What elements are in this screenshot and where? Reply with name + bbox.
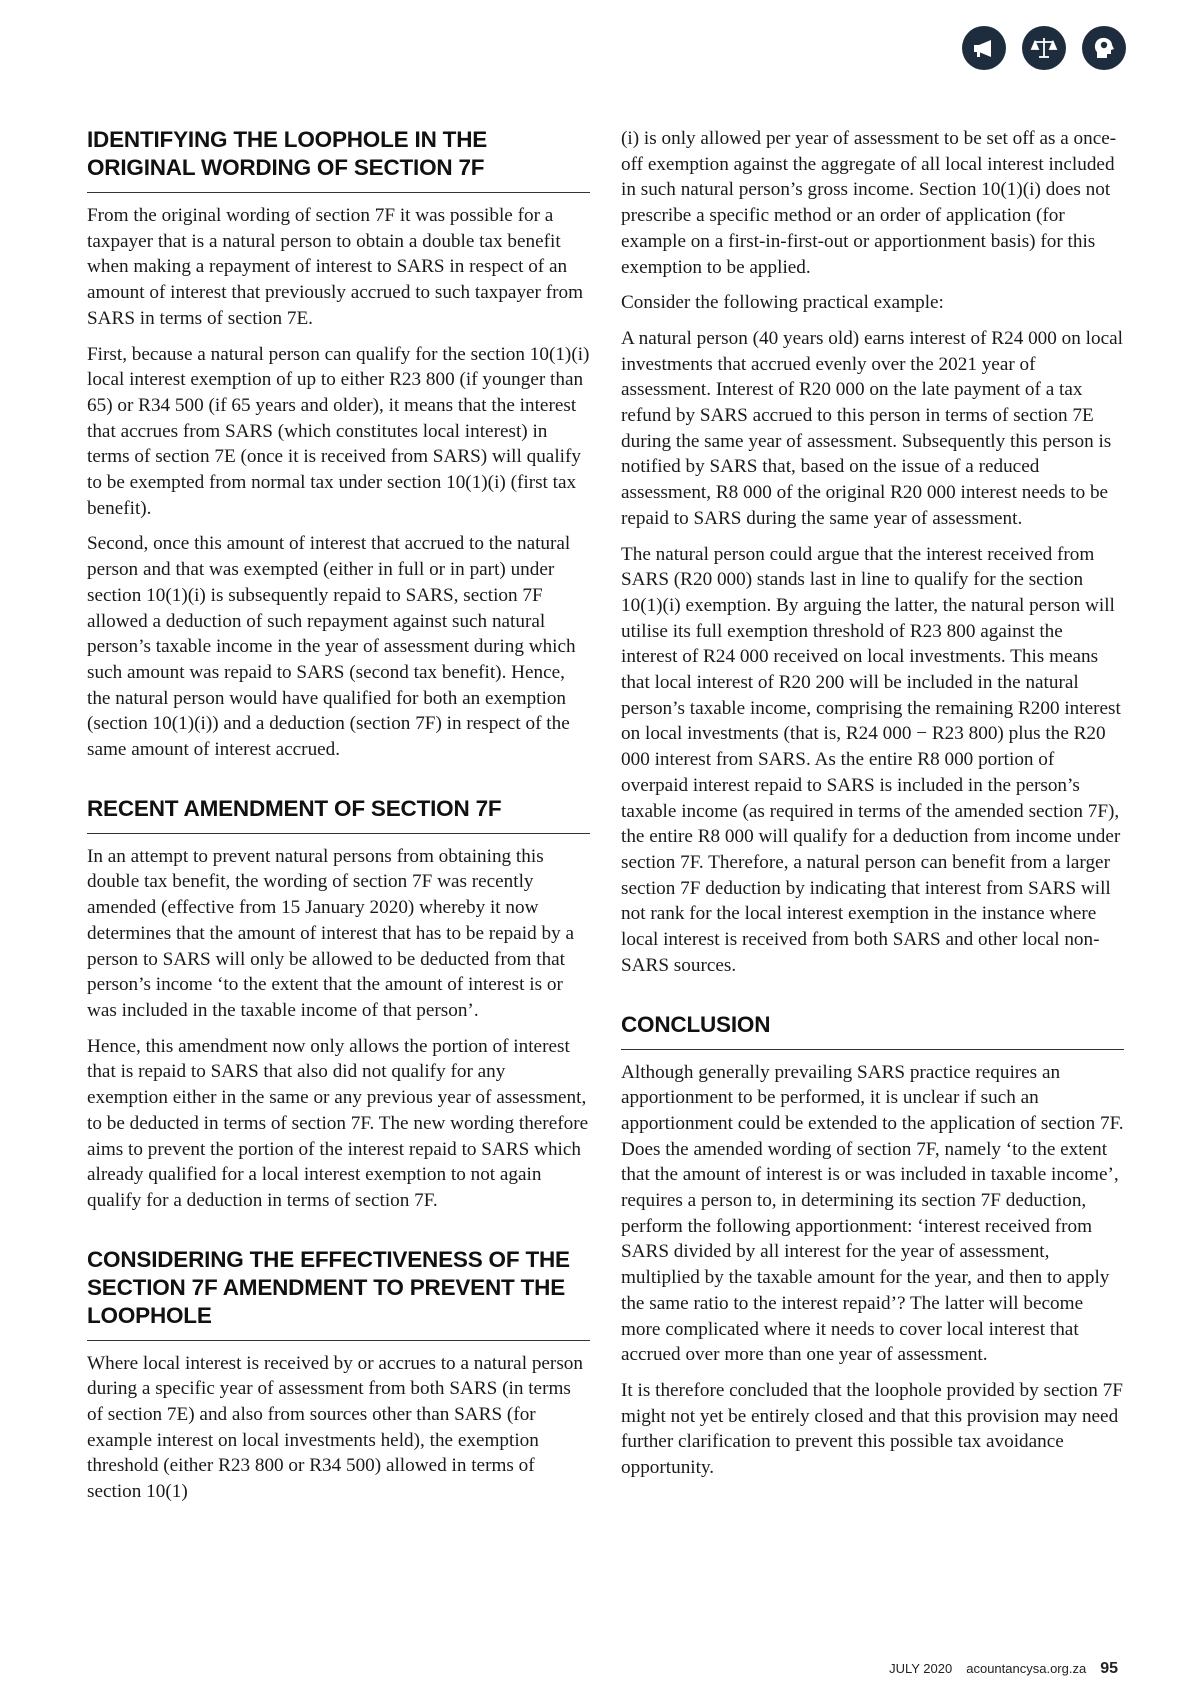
paragraph: Where local interest is received by or accrues to a natural person during a specific year of assessment from both SARS (in terms of section 7E) and also from sources other than SARS (for example interest on local investments held), the exemption threshold (either R23 800 or R34 500) allowed in terms of section 10(1) bbox=[87, 1352, 583, 1503]
megaphone-icon bbox=[962, 26, 1006, 70]
page-footer bbox=[889, 1660, 1118, 1678]
paragraph: Consider the following practical example: bbox=[621, 292, 944, 314]
heading-considering-effectiveness: CONSIDERING THE EFFECTIVENESS OF THE SECTION 7F AMENDMENT TO PREVENT THE LOOPHOLE bbox=[87, 1246, 590, 1341]
paragraph: The natural person could argue that the interest received from SARS (R20 000) stands last in line to qualify for the section 10(1)(i) exemption. By arguing the latter, the natural person will utilise its full exemption threshold of R23 800 against the interest of R24 000 received on local investments. This means that local interest of R20 200 will be included in the natural person’s taxable income, comprising the remaining R200 interest on local investments (that is, R24 000 − R23 800) plus the R20 000 interest from SARS. As the entire R8 000 portion of overpaid interest repaid to SARS is included in the person’s taxable income (as required in terms of the amended section 7F), the entire R8 000 will qualify for a deduction from income under section 7F. Therefore, a natural person can benefit from a larger section 7F deduction by indicating that interest from SARS will not rank for the local interest exemption in the instance where local interest is received from both SARS and other local non-SARS sources. bbox=[621, 543, 1121, 976]
head-gear-icon bbox=[1082, 26, 1126, 70]
paragraph: In an attempt to prevent natural persons from obtaining this double tax benefit, the wording of section 7F was recently amended (effective from 15 January 2020) whereby it now determines that the amount of interest that has to be repaid by a person to SARS will only be allowed to be deducted from that person’s income ‘to the extent that the amount of interest is or was included in the taxable income of that person’. bbox=[87, 845, 574, 1021]
page-number: 95 bbox=[1100, 1660, 1118, 1677]
heading-identifying-loophole: IDENTIFYING THE LOOPHOLE IN THE ORIGINAL WORDING OF SECTION 7F bbox=[87, 126, 590, 193]
footer-date: JULY 2020 bbox=[889, 1661, 953, 1676]
paragraph: A natural person (40 years old) earns interest of R24 000 on local investments that accrued evenly over the 2021 year of assessment. Interest of R20 000 on the late payment of a tax refund by SARS accrued to this person in terms of section 7E during the same year of assessment. Subsequently this person is notified by SARS that, based on the issue of a reduced assessment, R8 000 of the original R20 000 interest needs to be repaid to SARS during the same year of assessment. bbox=[621, 327, 1123, 529]
right-column bbox=[621, 126, 1124, 1491]
paragraph: From the original wording of section 7F it was possible for a taxpayer that is a natural person to obtain a double tax benefit when making a repayment of interest to SARS in respect of an amount of interest that previously accrued to such taxpayer from SARS in terms of section 7E. bbox=[87, 205, 584, 329]
paragraph: It is therefore concluded that the loophole provided by section 7F might not yet be entirely closed and that this provision may need further clarification to prevent this possible tax avoidance opportunity. bbox=[621, 1379, 1123, 1479]
paragraph: Although generally prevailing SARS practice requires an apportionment to be performed, it is unclear if such an apportionment could be extended to the application of section 7F. Does the amended wording of section 7F, namely ‘to the extent that the amount of interest is or was included in taxable income’, requires a person to, in determining its section 7F deduction, perform the following apportionment: ‘interest received from SARS divided by all interest for the year of assessment, multiplied by the taxable amount for the year, and then to apply the same ratio to the interest repaid’? The latter will become more complicated where it needs to cover local interest that accrued over more than one year of assessment. bbox=[621, 1061, 1124, 1366]
header-icons bbox=[962, 26, 1126, 70]
left-column bbox=[87, 126, 590, 1515]
footer-site: acountancysa.org.za bbox=[966, 1661, 1087, 1676]
heading-conclusion: CONCLUSION bbox=[621, 1011, 1124, 1050]
paragraph: (i) is only allowed per year of assessment to be set off as a once-off exemption against the aggregate of all local interest included in such natural person’s gross income. Section 10(1)(i) does not prescribe a specific method or an order of application (for example on a first-in-first-out or apportionment basis) for this exemption to be applied. bbox=[621, 128, 1117, 278]
heading-recent-amendment: RECENT AMENDMENT OF SECTION 7F bbox=[87, 795, 590, 834]
scales-icon bbox=[1022, 26, 1066, 70]
paragraph: Hence, this amendment now only allows the portion of interest that is repaid to SARS that also did not qualify for any exemption either in the same or any previous year of assessment, to be deducted in terms of section 7F. The new wording therefore aims to prevent the portion of the interest repaid to SARS which already qualified for a local interest exemption to not again qualify for a deduction in terms of section 7F. bbox=[87, 1035, 589, 1211]
paragraph: Second, once this amount of interest that accrued to the natural person and that was exempted (either in full or in part) under section 10(1)(i) is subsequently repaid to SARS, section 7F allowed a deduction of such repayment against such natural person’s taxable income in the year of assessment during which such amount was repaid to SARS (second tax benefit). Hence, the natural person would have qualified for both an exemption (section 10(1)(i)) and a deduction (section 7F) in respect of the same amount of interest accrued. bbox=[87, 533, 576, 761]
paragraph: First, because a natural person can qualify for the section 10(1)(i) local interest exemption of up to either R23 800 (if younger than 65) or R34 500 (if 65 years and older), it means that the interest that accrues from SARS (which constitutes local interest) in terms of section 7E (once it is received from SARS) will qualify to be exempted from normal tax under section 10(1)(i) (first tax benefit). bbox=[87, 343, 590, 519]
